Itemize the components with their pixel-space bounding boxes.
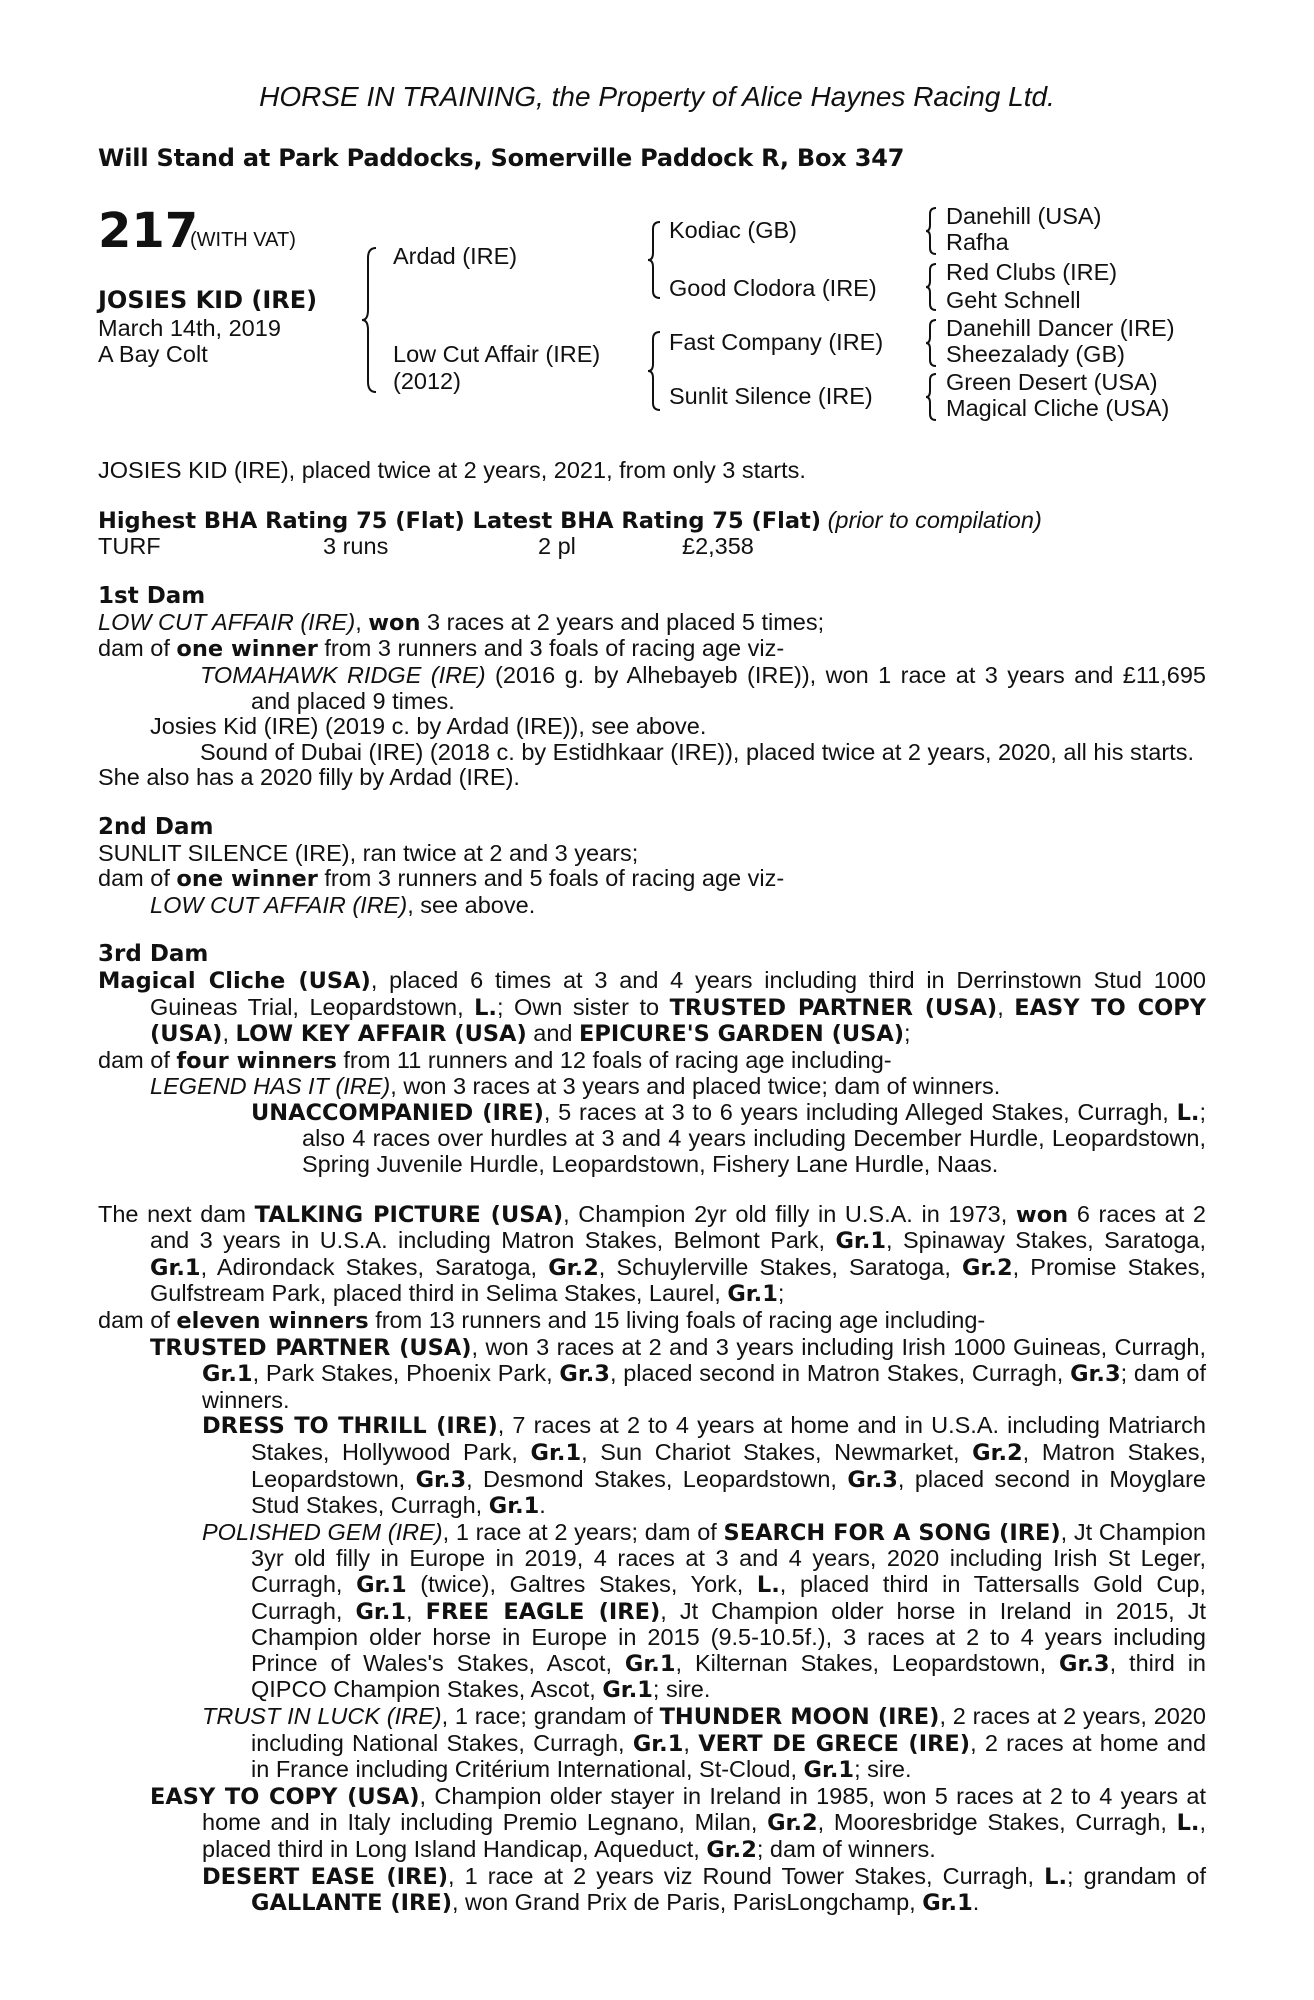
pedigree-brace-dam [646, 330, 662, 412]
pedigree-dam-sire: Fast Company (IRE) [669, 329, 884, 355]
next-dam-produce-3: POLISHED GEM (IRE), 1 race at 2 years; dam of SEARCH FOR A SONG (IRE), Jt Champion 3yr old filly in Europe in 2019, 4 races at 3 and 4 years, 2020 including Irish St Leger, Curragh, Gr.1 (twice), Galtres Stakes, York, L., placed third in Tattersalls Gold Cup, Curragh, Gr.1, FREE EAGLE (IRE), Jt Champion older horse in Ireland in 2015, Jt Champion older horse in Europe in 2015 (9.5-10.5f.), 3 races at 2 to 4 years including Prince of Wales's Stakes, Ascot, Gr.1, Kilternan Stakes, Leopardstown, Gr.3, third in QIPCO Champion Stakes, Ascot, Gr.1; sire. [202, 1518, 1206, 1704]
second-dam-line-1: SUNLIT SILENCE (IRE), ran twice at 2 and 3 years; [98, 839, 639, 866]
turf-label: TURF [98, 533, 161, 560]
race-summary: JOSIES KID (IRE), placed twice at 2 years, 2021, from only 3 starts. [98, 457, 806, 483]
first-dam-heading: 1st Dam [98, 583, 206, 610]
pedigree-dam: Low Cut Affair (IRE) [393, 341, 601, 367]
rating-line [98, 508, 1206, 535]
pedigree-sire-dam: Good Clodora (IRE) [669, 275, 877, 301]
lot-number: 217 [98, 203, 199, 259]
turf-runs: 3 runs [323, 533, 389, 560]
third-dam-produce-2: UNACCOMPANIED (IRE), 5 races at 3 to 6 years including Alleged Stakes, Curragh, L.; also 4 races over hurdles at 3 and 4 years including December Hurdle, Leopardstown, Spring Juvenile Hurdle, Leopardstown, Fishery Lane Hurdle, Naas. [251, 1098, 1206, 1178]
pedigree-brace-sire [646, 220, 662, 300]
turf-placed: 2 pl [538, 533, 576, 560]
pedigree-gg-3: Red Clubs (IRE) [946, 259, 1118, 285]
pedigree-brace-g1 [924, 206, 938, 256]
next-dam-produce-2: DRESS TO THRILL (IRE), 7 races at 2 to 4 years at home and in U.S.A. including Matriarch Stakes, Hollywood Park, Gr.1, Sun Chariot Stakes, Newmarket, Gr.2, Matron Stakes, Leopardstown, Gr.3, Desmond Stakes, Leopardstown, Gr.3, placed second in Moyglare Stud Stakes, Curragh, Gr.1. [202, 1412, 1206, 1520]
third-dam-line-1: Magical Cliche (USA), placed 6 times at 3 and 4 years including third in Derrinstown Stud 1000 Guineas Trial, Leopardstown, L.; Own sister to TRUSTED PARTNER (USA), EASY TO COPY (USA), LOW KEY AFFAIR (USA) and EPICURE'S GARDEN (USA); [98, 966, 1206, 1048]
pedigree-gg-8: Magical Cliche (USA) [946, 395, 1170, 421]
next-dam-line-1: The next dam TALKING PICTURE (USA), Champion 2yr old filly in U.S.A. in 1973, won 6 races at 2 and 3 years in U.S.A. including Matron Stakes, Belmont Park, Gr.1, Spinaway Stakes, Saratoga, Gr.1, Adirondack Stakes, Saratoga, Gr.2, Schuylerville Stakes, Saratoga, Gr.2, Promise Stakes, Gulfstream Park, placed third in Selima Stakes, Laurel, Gr.1; [98, 1200, 1206, 1308]
pedigree-brace-g3 [924, 318, 938, 368]
pedigree-sire-sire: Kodiac (GB) [669, 217, 797, 243]
pedigree-brace-main [360, 246, 380, 394]
pedigree-dam-year: (2012) [393, 368, 461, 394]
stand-location: Will Stand at Park Paddocks, Somerville Paddock R, Box 347 [98, 144, 905, 172]
next-dam-produce-1: TRUSTED PARTNER (USA), won 3 races at 2 and 3 years including Irish 1000 Guineas, Curragh, Gr.1, Park Stakes, Phoenix Park, Gr.3, placed second in Matron Stakes, Curragh, Gr.3; dam of winners. [150, 1333, 1206, 1413]
first-dam-produce-3: Sound of Dubai (IRE) (2018 c. by Estidhkaar (IRE)), placed twice at 2 years, 2020, all his starts. [200, 738, 1194, 765]
third-dam-heading: 3rd Dam [98, 941, 209, 968]
first-dam-line-2: dam of one winner from 3 runners and 3 foals of racing age viz- [98, 635, 785, 663]
first-dam-line-3: She also has a 2020 filly by Ardad (IRE). [98, 764, 520, 791]
pedigree-brace-g4 [924, 372, 938, 422]
first-dam-produce-1: TOMAHAWK RIDGE (IRE) (2016 g. by Alhebayeb (IRE)), won 1 race at 3 years and £11,695 and placed 9 times. [200, 661, 1206, 714]
pedigree-gg-4: Geht Schnell [946, 287, 1081, 313]
pedigree-dam-dam: Sunlit Silence (IRE) [669, 383, 873, 409]
turf-earnings: £2,358 [682, 533, 754, 560]
rating-note: (prior to compilation) [827, 506, 1042, 533]
turf-record [98, 534, 1206, 560]
pedigree-gg-6: Sheezalady (GB) [946, 341, 1125, 367]
foaling-date: March 14th, 2019 [98, 315, 281, 341]
vat-label: (WITH VAT) [190, 229, 296, 251]
first-dam-produce-2: Josies Kid (IRE) (2019 c. by Ardad (IRE)), see above. [150, 713, 707, 740]
rating-label: Highest BHA Rating 75 (Flat) Latest BHA Rating 75 (Flat) [98, 507, 822, 534]
third-dam-line-2: dam of four winners from 11 runners and 12 foals of racing age including- [98, 1046, 892, 1074]
pedigree-gg-7: Green Desert (USA) [946, 369, 1158, 395]
next-dam-produce-5: EASY TO COPY (USA), Champion older stayer in Ireland in 1985, won 5 races at 2 to 4 years at home and in Italy including Premio Legnano, Milan, Gr.2, Mooresbridge Stakes, Curragh, L., placed third in Long Island Handicap, Aqueduct, Gr.2; dam of winners. [150, 1782, 1206, 1863]
pedigree-brace-g2 [924, 262, 938, 312]
pedigree-sire: Ardad (IRE) [393, 243, 518, 269]
catalogue-body [98, 458, 1206, 1917]
second-dam-heading: 2nd Dam [98, 813, 214, 840]
third-dam-produce-1: LEGEND HAS IT (IRE), won 3 races at 3 years and placed twice; dam of winners. [150, 1073, 1001, 1100]
page-title: HORSE IN TRAINING, the Property of Alice Haynes Racing Ltd. [259, 81, 1055, 112]
pedigree-gg-2: Rafha [946, 229, 1009, 255]
second-dam-produce-1: LOW CUT AFFAIR (IRE), see above. [150, 891, 536, 918]
horse-name: JOSIES KID (IRE) [98, 286, 318, 314]
second-dam-line-2: dam of one winner from 3 runners and 5 foals of racing age viz- [98, 865, 785, 893]
next-dam-produce-6: DESERT EASE (IRE), 1 race at 2 years viz Round Tower Stakes, Curragh, L.; grandam of GALLANTE (IRE), won Grand Prix de Paris, ParisLongchamp, Gr.1. [202, 1862, 1206, 1917]
pedigree-gg-1: Danehill (USA) [946, 203, 1102, 229]
next-dam-produce-4: TRUST IN LUCK (IRE), 1 race; grandam of THUNDER MOON (IRE), 2 races at 2 years, 2020 including National Stakes, Curragh, Gr.1, VERT DE GRECE (IRE), 2 races at home and in France including Critérium International, St-Cloud, Gr.1; sire. [202, 1702, 1207, 1784]
next-dam-line-2: dam of eleven winners from 13 runners and 15 living foals of racing age including- [98, 1307, 986, 1335]
first-dam-line-1: LOW CUT AFFAIR (IRE), won 3 races at 2 years and placed 5 times; [98, 608, 825, 636]
horse-description: A Bay Colt [98, 341, 208, 367]
pedigree-gg-5: Danehill Dancer (IRE) [946, 315, 1175, 341]
